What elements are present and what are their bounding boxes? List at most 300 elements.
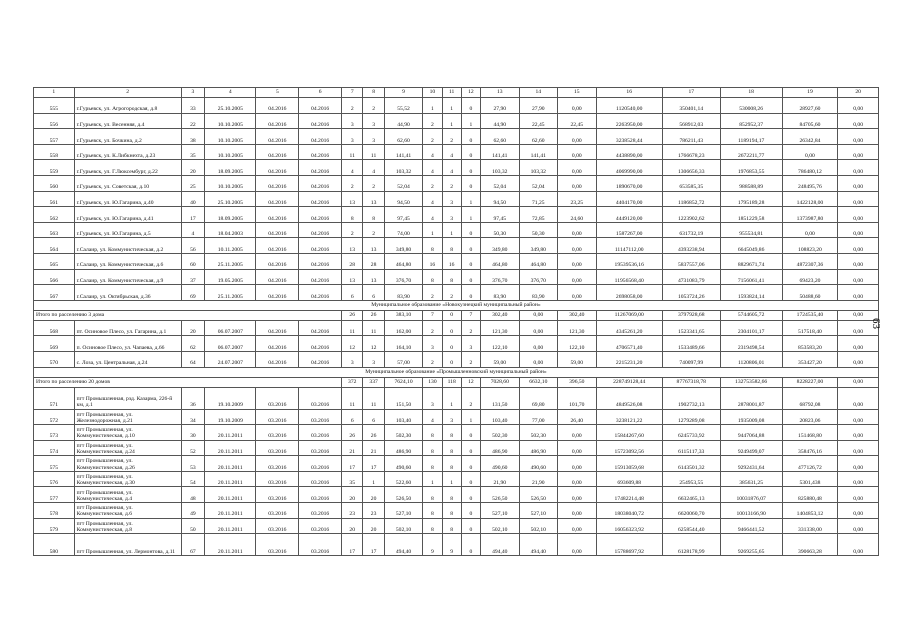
- table-row: [34, 238, 879, 254]
- value-cell: 1976853,55: [720, 160, 782, 176]
- value-cell: 03.2016: [299, 503, 342, 519]
- value-cell: 04.2016: [256, 98, 299, 114]
- value-cell: 3: [442, 207, 461, 223]
- value-cell: 527,10: [519, 503, 558, 519]
- value-cell: 0,00: [558, 144, 597, 160]
- value-cell: 62: [181, 336, 205, 352]
- row-number-cell: 559: [34, 160, 75, 176]
- value-cell: 4: [423, 207, 442, 223]
- value-cell: 4404170,00: [596, 191, 662, 207]
- value-cell: 17: [342, 456, 363, 472]
- value-cell: 331338,00: [782, 518, 838, 534]
- value-cell: 11: [363, 144, 384, 160]
- value-cell: 03.2016: [256, 456, 299, 472]
- value-cell: 2304101,17: [720, 320, 782, 336]
- value-cell: 77,00: [519, 409, 558, 425]
- address-cell: г.Салаир, ул. Коммунистическая, д.2: [74, 238, 181, 254]
- value-cell: 55,52: [384, 98, 423, 114]
- value-cell: 04.2016: [299, 269, 342, 285]
- value-cell: 8: [423, 503, 442, 519]
- value-cell: 486,90: [519, 440, 558, 456]
- value-cell: 10013166,90: [720, 503, 782, 519]
- value-cell: 06.07.2007: [205, 336, 256, 352]
- value-cell: 20: [342, 518, 363, 534]
- address-cell: пгт Промышленная, ул. Коммунистическая, д.30: [74, 471, 181, 487]
- value-cell: 786480,12: [782, 160, 838, 176]
- value-cell: 2: [423, 285, 442, 301]
- value-cell: 0,00: [558, 253, 597, 269]
- value-cell: 21: [363, 440, 384, 456]
- value-cell: 53: [181, 456, 205, 472]
- value-cell: 06.07.2007: [205, 320, 256, 336]
- table-row: [34, 440, 879, 456]
- value-cell: 0,00: [558, 425, 597, 441]
- value-cell: 04.2016: [256, 191, 299, 207]
- value-cell: 2: [442, 129, 461, 145]
- row-number-cell: 570: [34, 351, 75, 367]
- value-cell: 786211,43: [662, 129, 720, 145]
- value-cell: 4: [442, 144, 461, 160]
- value-cell: 11956568,40: [596, 269, 662, 285]
- value-cell: 2: [363, 175, 384, 191]
- value-cell: 04.2016: [256, 269, 299, 285]
- value-cell: 18038040,72: [596, 503, 662, 519]
- value-cell: 20.11.2011: [205, 518, 256, 534]
- value-cell: 94,50: [384, 191, 423, 207]
- value-cell: 50488,60: [782, 285, 838, 301]
- value-cell: 1: [461, 409, 480, 425]
- value-cell: 0,00: [838, 238, 879, 254]
- total-value-cell: 8228227,00: [782, 377, 838, 387]
- total-value-cell: 6632,10: [519, 377, 558, 387]
- value-cell: 23,25: [558, 191, 597, 207]
- value-cell: 03.2016: [256, 387, 299, 409]
- total-value-cell: 302,40: [481, 310, 520, 320]
- value-cell: 1186852,72: [662, 191, 720, 207]
- value-cell: 6: [342, 409, 363, 425]
- value-cell: 8: [342, 207, 363, 223]
- address-cell: г.Гурьевск, ул. Весенняя, д.4: [74, 113, 181, 129]
- value-cell: 3: [442, 191, 461, 207]
- value-cell: 6: [363, 409, 384, 425]
- value-cell: 955534,81: [720, 222, 782, 238]
- value-cell: 26: [363, 425, 384, 441]
- total-value-cell: 7624,10: [384, 377, 423, 387]
- value-cell: 21,90: [481, 471, 520, 487]
- value-cell: 486,90: [384, 440, 423, 456]
- value-cell: 4345261,20: [596, 320, 662, 336]
- value-cell: 0,00: [558, 456, 597, 472]
- total-value-cell: 11267069,00: [596, 310, 662, 320]
- value-cell: 15913059,68: [596, 456, 662, 472]
- address-cell: г.Гурьевск, ул. К.Либкнехта, д.23: [74, 144, 181, 160]
- value-cell: 1: [363, 471, 384, 487]
- value-cell: 57,00: [384, 351, 423, 367]
- value-cell: 464,80: [481, 253, 520, 269]
- value-cell: 4731083,79: [662, 269, 720, 285]
- value-cell: 0: [461, 285, 480, 301]
- address-cell: пгт Промышленная, ул. Коммунистическая, д.8: [74, 518, 181, 534]
- value-cell: 34: [181, 409, 205, 425]
- address-cell: г.Гурьевск, ул. Советская, д.10: [74, 175, 181, 191]
- value-cell: 8: [423, 487, 442, 503]
- total-value-cell: 26: [363, 310, 384, 320]
- address-cell: г.Гурьевск, ул. Г.Люксембург, д.22: [74, 160, 181, 176]
- value-cell: 3: [363, 129, 384, 145]
- column-number: 12: [461, 88, 480, 98]
- value-cell: 19539536,16: [596, 253, 662, 269]
- value-cell: 3: [423, 336, 442, 352]
- value-cell: 0: [461, 144, 480, 160]
- address-cell: пгт Промышленная, ул. Коммунистическая, д.24: [74, 440, 181, 456]
- value-cell: 56: [181, 238, 205, 254]
- value-cell: 8: [442, 425, 461, 441]
- value-cell: 11: [342, 387, 363, 409]
- value-cell: 8: [423, 440, 442, 456]
- value-cell: 04.2016: [299, 144, 342, 160]
- column-number: 2: [74, 88, 181, 98]
- value-cell: 11: [363, 387, 384, 409]
- value-cell: 103,32: [481, 160, 520, 176]
- value-cell: 527,10: [481, 503, 520, 519]
- value-cell: 5837557,06: [662, 253, 720, 269]
- value-cell: 1422128,00: [782, 191, 838, 207]
- value-cell: 25.10.2005: [205, 98, 256, 114]
- value-cell: 2: [363, 222, 384, 238]
- value-cell: 1: [442, 387, 461, 409]
- value-cell: 4069990,00: [596, 160, 662, 176]
- value-cell: 122,10: [558, 336, 597, 352]
- value-cell: 24,60: [558, 207, 597, 223]
- total-value-cell: 3797928,68: [662, 310, 720, 320]
- value-cell: 0,00: [838, 253, 879, 269]
- value-cell: 1890670,00: [596, 175, 662, 191]
- column-number: 9: [384, 88, 423, 98]
- value-cell: 1: [442, 113, 461, 129]
- row-number-cell: 557: [34, 129, 75, 145]
- address-cell: г.Гурьевск, ул. Ю.Гагарина, д.40: [74, 191, 181, 207]
- total-value-cell: 0,00: [838, 377, 879, 387]
- value-cell: 49: [181, 503, 205, 519]
- column-number: 19: [782, 88, 838, 98]
- value-cell: 17: [363, 534, 384, 556]
- total-value-cell: 0,00: [519, 310, 558, 320]
- value-cell: 13: [342, 238, 363, 254]
- row-number-cell: 566: [34, 269, 75, 285]
- value-cell: 0: [461, 534, 480, 556]
- value-cell: 8: [423, 238, 442, 254]
- value-cell: 0: [442, 351, 461, 367]
- table-body: [34, 88, 879, 556]
- value-cell: 37: [181, 269, 205, 285]
- value-cell: 27,90: [481, 98, 520, 114]
- value-cell: 464,80: [519, 253, 558, 269]
- value-cell: 04.2016: [256, 320, 299, 336]
- value-cell: 4: [423, 191, 442, 207]
- value-cell: 28927,60: [782, 98, 838, 114]
- total-value-cell: 337: [363, 377, 384, 387]
- value-cell: 0: [442, 320, 461, 336]
- table-row: [34, 98, 879, 114]
- value-cell: 24.07.2007: [205, 351, 256, 367]
- table-row: [34, 269, 879, 285]
- value-cell: 04.2016: [256, 253, 299, 269]
- row-number-cell: 576: [34, 471, 75, 487]
- value-cell: 9: [423, 534, 442, 556]
- register-table-sheet: [33, 87, 879, 556]
- value-cell: 23: [363, 503, 384, 519]
- value-cell: 0,00: [558, 98, 597, 114]
- address-cell: пгт Промышленная, ул. Лермонтова, д.11: [74, 534, 181, 556]
- value-cell: 04.2016: [299, 160, 342, 176]
- value-cell: 151468,80: [782, 425, 838, 441]
- column-number: 14: [519, 88, 558, 98]
- value-cell: 04.2016: [299, 222, 342, 238]
- value-cell: 36: [181, 387, 205, 409]
- value-cell: 8: [442, 503, 461, 519]
- value-cell: 25.11.2005: [205, 253, 256, 269]
- value-cell: 0,00: [558, 285, 597, 301]
- value-cell: 03.2016: [299, 425, 342, 441]
- value-cell: 693609,88: [596, 471, 662, 487]
- value-cell: 2: [423, 113, 442, 129]
- value-cell: 25: [181, 175, 205, 191]
- total-value-cell: 372: [342, 377, 363, 387]
- total-value-cell: 1724535,40: [782, 310, 838, 320]
- value-cell: 9249499,07: [720, 440, 782, 456]
- value-cell: 8: [442, 518, 461, 534]
- value-cell: 0,00: [782, 144, 838, 160]
- value-cell: 50: [181, 518, 205, 534]
- total-value-cell: 396,50: [558, 377, 597, 387]
- column-number: 5: [256, 88, 299, 98]
- value-cell: 0,00: [838, 144, 879, 160]
- table-row: [34, 471, 879, 487]
- value-cell: 26: [342, 425, 363, 441]
- value-cell: 18.09.2005: [205, 207, 256, 223]
- value-cell: 0: [461, 440, 480, 456]
- value-cell: 23: [342, 503, 363, 519]
- value-cell: 376,70: [384, 269, 423, 285]
- value-cell: 0,00: [838, 518, 879, 534]
- value-cell: 13: [363, 191, 384, 207]
- column-number: 20: [838, 88, 879, 98]
- value-cell: 52,04: [519, 175, 558, 191]
- address-cell: г.Салаир, ул. Октябрьская, д.36: [74, 285, 181, 301]
- value-cell: 0,00: [558, 238, 597, 254]
- address-cell: пгт Промышленная, ул. Железнодорожная, д.21: [74, 409, 181, 425]
- value-cell: 4: [423, 160, 442, 176]
- value-cell: 52: [181, 440, 205, 456]
- total-value-cell: 7: [423, 310, 442, 320]
- value-cell: 04.2016: [299, 336, 342, 352]
- value-cell: 20823,06: [782, 409, 838, 425]
- value-cell: 122,10: [481, 336, 520, 352]
- value-cell: 12: [363, 336, 384, 352]
- value-cell: 21: [342, 440, 363, 456]
- value-cell: 64: [181, 351, 205, 367]
- value-cell: 0,00: [838, 285, 879, 301]
- address-cell: г.Гурьевск, ул. Агрогородская, д.8: [74, 98, 181, 114]
- value-cell: 631732,19: [662, 222, 720, 238]
- value-cell: 0,00: [558, 518, 597, 534]
- row-number-cell: 578: [34, 503, 75, 519]
- value-cell: 35: [181, 144, 205, 160]
- value-cell: 59,00: [481, 351, 520, 367]
- value-cell: 740097,99: [662, 351, 720, 367]
- value-cell: 16: [423, 253, 442, 269]
- value-cell: 52,04: [481, 175, 520, 191]
- value-cell: 20.11.2011: [205, 440, 256, 456]
- total-row: [34, 377, 879, 387]
- value-cell: 0,00: [838, 113, 879, 129]
- total-value-cell: 118: [442, 377, 461, 387]
- value-cell: 69423,20: [782, 269, 838, 285]
- value-cell: 653585,35: [662, 175, 720, 191]
- value-cell: 83,90: [519, 285, 558, 301]
- address-cell: п. Осиновое Плесо, ул. Чапаева, д.66: [74, 336, 181, 352]
- value-cell: 04.2016: [256, 351, 299, 367]
- value-cell: 6: [363, 285, 384, 301]
- value-cell: 0: [461, 425, 480, 441]
- address-cell: пгт Промышленная, ул. Коммунистическая, д.26: [74, 456, 181, 472]
- value-cell: 4706571,40: [596, 336, 662, 352]
- value-cell: 1593824,14: [720, 285, 782, 301]
- value-cell: 5301,438: [782, 471, 838, 487]
- value-cell: 17482214,48: [596, 487, 662, 503]
- row-number-cell: 556: [34, 113, 75, 129]
- value-cell: 1766678,23: [662, 144, 720, 160]
- value-cell: 03.2016: [299, 456, 342, 472]
- value-cell: 477126,72: [782, 456, 838, 472]
- housing-register-table: [33, 87, 879, 556]
- value-cell: 28: [363, 253, 384, 269]
- municipality-section-row: [34, 367, 879, 377]
- value-cell: 4: [442, 160, 461, 176]
- value-cell: 38: [181, 129, 205, 145]
- value-cell: 6632465,13: [662, 487, 720, 503]
- value-cell: 4: [423, 409, 442, 425]
- address-cell: г.Гурьевск, ул. Ю.Гагарина, д.5: [74, 222, 181, 238]
- column-number: 3: [181, 88, 205, 98]
- value-cell: 0,00: [838, 456, 879, 472]
- value-cell: 502,10: [384, 518, 423, 534]
- value-cell: 03.2016: [299, 534, 342, 556]
- column-number: 15: [558, 88, 597, 98]
- value-cell: 2: [342, 98, 363, 114]
- value-cell: 502,10: [481, 518, 520, 534]
- column-number-row: [34, 88, 879, 98]
- value-cell: 8: [423, 269, 442, 285]
- value-cell: 8: [442, 238, 461, 254]
- value-cell: 0,00: [558, 129, 597, 145]
- value-cell: 2: [363, 98, 384, 114]
- value-cell: 72,85: [519, 207, 558, 223]
- value-cell: 0,00: [838, 440, 879, 456]
- value-cell: 50,30: [481, 222, 520, 238]
- value-cell: 6258544,40: [662, 518, 720, 534]
- value-cell: 353427,20: [782, 351, 838, 367]
- column-number: 11: [442, 88, 461, 98]
- value-cell: 517518,40: [782, 320, 838, 336]
- value-cell: 2: [442, 175, 461, 191]
- value-cell: 3: [342, 113, 363, 129]
- value-cell: 11: [342, 144, 363, 160]
- value-cell: 121,30: [558, 320, 597, 336]
- value-cell: 2: [423, 129, 442, 145]
- value-cell: 1189194,17: [720, 129, 782, 145]
- value-cell: 3: [342, 351, 363, 367]
- municipality-section-row: [34, 300, 879, 310]
- value-cell: 3: [363, 351, 384, 367]
- table-row: [34, 113, 879, 129]
- value-cell: 04.2016: [299, 129, 342, 145]
- value-cell: 358476,16: [782, 440, 838, 456]
- value-cell: 69: [181, 285, 205, 301]
- value-cell: 04.2016: [299, 320, 342, 336]
- value-cell: 03.2016: [299, 471, 342, 487]
- value-cell: 502,30: [384, 425, 423, 441]
- value-cell: 108823,20: [782, 238, 838, 254]
- column-number: 18: [720, 88, 782, 98]
- value-cell: 20.11.2011: [205, 487, 256, 503]
- value-cell: 10031876,07: [720, 487, 782, 503]
- value-cell: 494,40: [384, 534, 423, 556]
- value-cell: 0,00: [838, 409, 879, 425]
- value-cell: 4: [342, 160, 363, 176]
- value-cell: 0,00: [838, 191, 879, 207]
- value-cell: 20.11.2011: [205, 456, 256, 472]
- value-cell: 494,40: [519, 534, 558, 556]
- value-cell: 20: [363, 487, 384, 503]
- value-cell: 10.10.2005: [205, 129, 256, 145]
- value-cell: 2: [423, 351, 442, 367]
- value-cell: 04.2016: [299, 351, 342, 367]
- value-cell: 248495,76: [782, 175, 838, 191]
- value-cell: 0: [461, 471, 480, 487]
- value-cell: 4: [423, 144, 442, 160]
- value-cell: 59,00: [558, 351, 597, 367]
- value-cell: 349,80: [384, 238, 423, 254]
- row-number-cell: 572: [34, 409, 75, 425]
- total-value-cell: 12: [461, 377, 480, 387]
- value-cell: 97,45: [481, 207, 520, 223]
- value-cell: 0,00: [838, 98, 879, 114]
- value-cell: 9447064,88: [720, 425, 782, 441]
- value-cell: 1523341,65: [662, 320, 720, 336]
- value-cell: 03.2016: [256, 471, 299, 487]
- value-cell: 164,10: [384, 336, 423, 352]
- value-cell: 16056323,92: [596, 518, 662, 534]
- value-cell: 526,50: [384, 487, 423, 503]
- table-row: [34, 456, 879, 472]
- value-cell: 04.2016: [256, 175, 299, 191]
- table-row: [34, 351, 879, 367]
- address-cell: пгт Промышленная, ул. Коммунистическая, д.10: [74, 425, 181, 441]
- table-row: [34, 129, 879, 145]
- row-number-cell: 567: [34, 285, 75, 301]
- value-cell: 0,00: [558, 160, 597, 176]
- value-cell: 18.04.2003: [205, 222, 256, 238]
- value-cell: 0: [461, 160, 480, 176]
- value-cell: 8: [442, 487, 461, 503]
- value-cell: 20.11.2011: [205, 534, 256, 556]
- value-cell: 17: [342, 534, 363, 556]
- value-cell: 1: [442, 471, 461, 487]
- value-cell: 60: [181, 253, 205, 269]
- value-cell: 0,00: [519, 351, 558, 367]
- total-value-cell: 228749128,44: [596, 377, 662, 387]
